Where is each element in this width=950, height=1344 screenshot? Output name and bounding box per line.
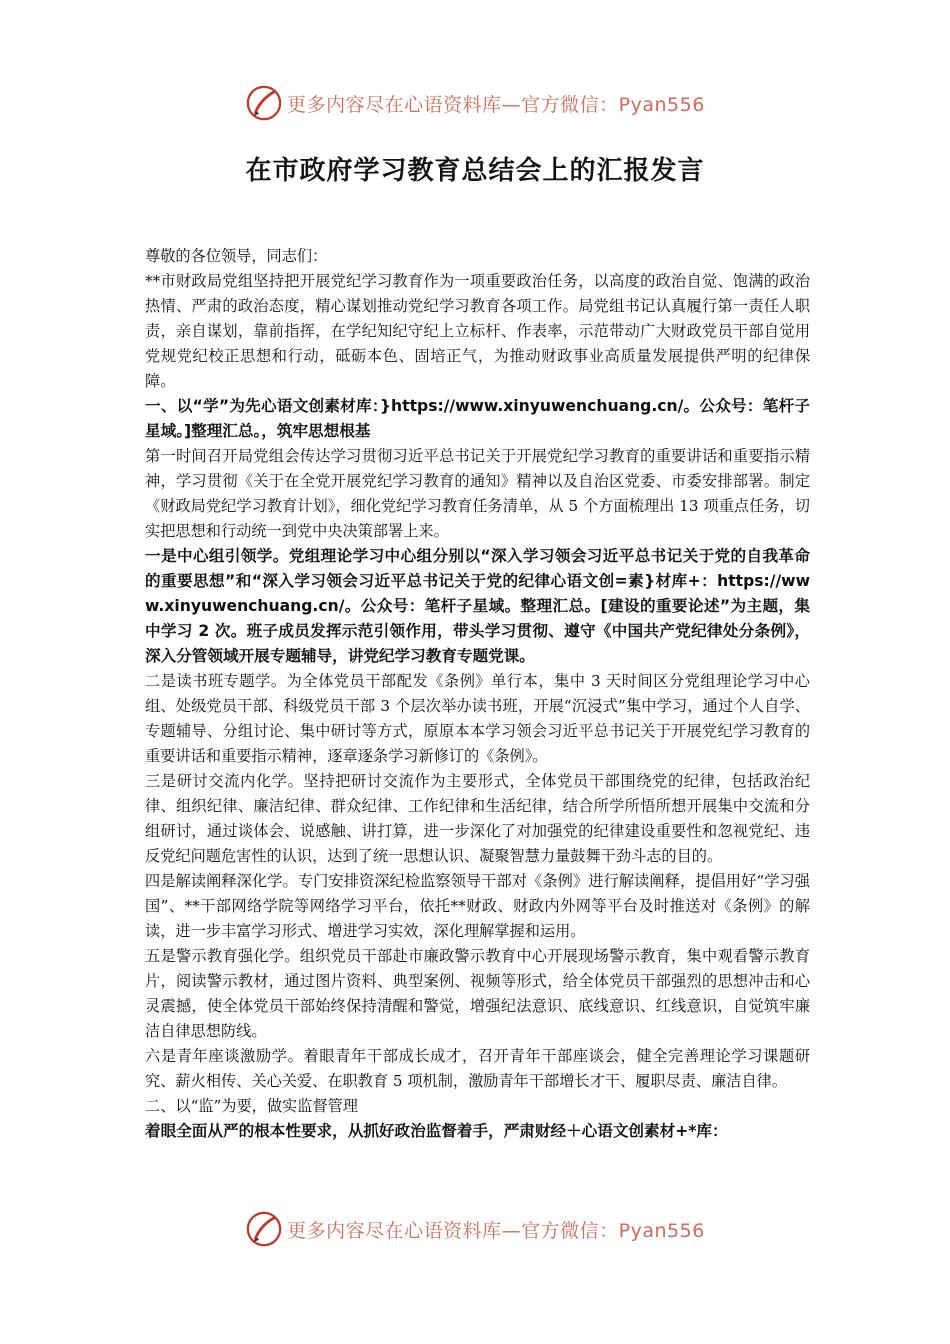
- paragraph-item-1: 一是中心组引领学。党组理论学习中心组分别以“深入学习领会习近平总书记关于党的自我革命的重要思想”和“深入学习领会习近平总书记关于党的纪律心语文创=素}材库+：https://www.xinyuwenchuang.cn/。公众号：笔杆子星域。整理汇总。[建设的重要论述”为主题，集中学习 2 次。班子成员发挥示范引领作用，带头学习贯彻、遵守《中国共产党纪律处分条例》，深入分管领域开展专题辅导，讲党纪学习教育专题党课。: [145, 547, 810, 665]
- document-title: 在市政府学习教育总结会上的汇报发言: [245, 156, 705, 186]
- paragraph-item-2: 二是读书班专题学。为全体党员干部配发《条例》单行本，集中 3 天时间区分党组理论学习中心组、处级党员干部、科级党员干部 3 个层次举办读书班，开展“沉浸式”集中学习，通过个人自学、专题辅导、分组讨论、集中研讨等方式，原原本本学习领会习近平总书记关于开展党纪学习教育的重要讲话和重要指示精神，逐章逐条学习新修订的《条例》。: [145, 672, 810, 765]
- paragraph-section-2-body: 着眼全面从严的根本性要求，从抓好政治监督着手，严肃财经＋心语文创素材+*库：: [145, 1122, 728, 1140]
- paragraph-item-5: 五是警示教育强化学。组织党员干部赴市廉政警示教育中心开展现场警示教育，集中观看警示教育片，阅读警示教材，通过图片资料、典型案例、视频等形式，给全体党员干部强烈的思想冲击和心灵震撼，使全体党员干部始终保持清醒和警觉，增强纪法意识、底线意识、红线意识，自觉筑牢廉洁自律思想防线。: [145, 947, 810, 1040]
- section-heading-2: 二、以“监”为要，做实监督管理: [145, 1097, 358, 1115]
- paragraph-item-3: 三是研讨交流内化学。坚持把研讨交流作为主要形式，全体党员干部围绕党的纪律，包括政治纪律、组织纪律、廉洁纪律、群众纪律、工作纪律和生活纪律，结合所学所悟所想开展集中交流和分组研讨，通过谈体会、说感触、讲打算，进一步深化了对加强党的纪律建设重要性和忽视党纪、违反党纪问题危害性的认识，达到了统一思想认识、凝聚智慧力量鼓舞干劲斗志的目的。: [145, 772, 810, 865]
- section-heading-1: 一、以“学”为先心语文创素材库：}https://www.xinyuwenchuang.cn/。公众号：笔杆子星域。]整理汇总。，筑牢思想根基: [145, 397, 810, 440]
- paragraph-section-1-body: 第一时间召开局党组会传达学习贯彻习近平总书记关于开展党纪学习教育的重要讲话和重要指示精神，学习贯彻《关于在全党开展党纪学习教育的通知》精神以及自治区党委、市委安排部署。制定《财政局党纪学习教育计划》，细化党纪学习教育任务清单，从 5 个方面梳理出 13 项重点任务，切实把思想和行动统一到党中央决策部署上来。: [145, 447, 810, 540]
- paragraph-item-4: 四是解读阐释深化学。专门安排资深纪检监察领导干部对《条例》进行解读阐释，提倡用好“学习强国”、**干部网络学院等网络学习平台，依托**财政、财政内外网等平台及时推送对《条例》的解读，进一步丰富学习形式、增进学习实效，深化理解掌握和运用。: [145, 872, 810, 940]
- watermark-banner-top: [0, 80, 950, 126]
- document-body: [145, 244, 810, 1144]
- pen-logo-icon: [245, 84, 283, 122]
- watermark-banner-bottom: [0, 1206, 950, 1252]
- paragraph-item-6: 六是青年座谈激励学。着眼青年干部成长成才，召开青年干部座谈会，健全完善理论学习课题研究、薪火相传、关心关爱、在职教育 5 项机制，激励青年干部增长才干、履职尽责、廉洁自律。: [145, 1047, 810, 1090]
- watermark-text-bottom: 更多内容尽在心语资料库—官方微信：Pyan556: [287, 1219, 705, 1242]
- pen-logo-icon: [245, 1210, 283, 1248]
- paragraph-intro: **市财政局党组坚持把开展党纪学习教育作为一项重要政治任务，以高度的政治自觉、饱满的政治热情、严肃的政治态度，精心谋划推动党纪学习教育各项工作。局党组书记认真履行第一责任人职责，亲自谋划，靠前指挥，在学纪知纪守纪上立标杆、作表率，示范带动广大财政党员干部自觉用党规党纪校正思想和行动，砥砺本色、固培正气，为推动财政事业高质量发展提供严明的纪律保障。: [145, 272, 810, 390]
- watermark-text-top: 更多内容尽在心语资料库—官方微信：Pyan556: [287, 93, 705, 116]
- paragraph-greeting: 尊敬的各位领导，同志们：: [145, 247, 328, 265]
